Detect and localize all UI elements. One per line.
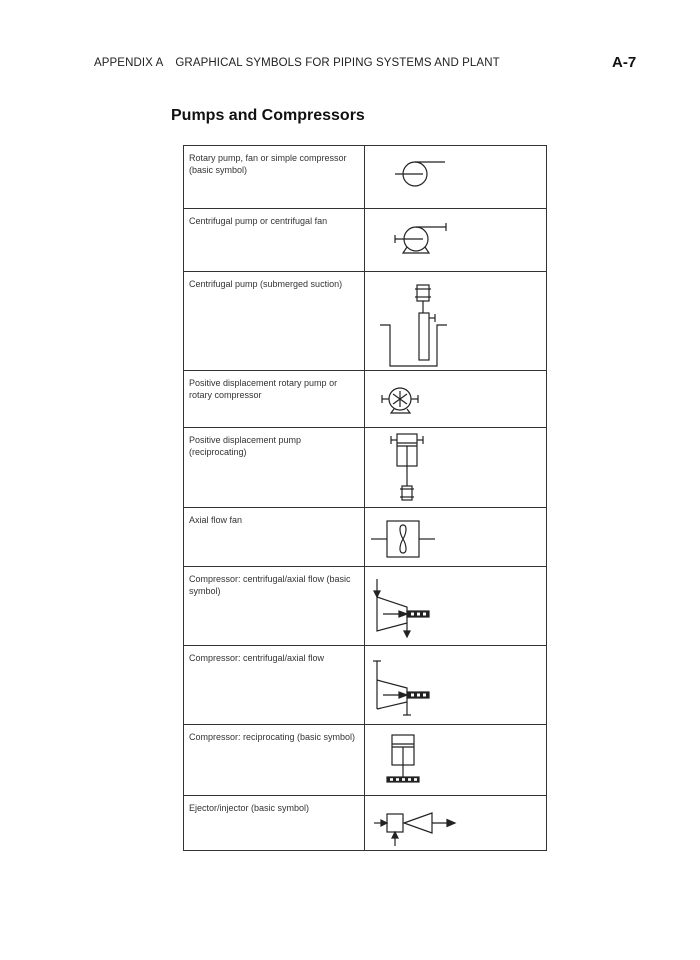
pd-rotary-pump-symbol-icon (365, 371, 547, 428)
symbols-table (183, 145, 547, 851)
page-number: A-7 (612, 54, 637, 71)
ejector-symbol-icon (365, 796, 547, 851)
reciprocating-compressor-symbol-icon (365, 725, 547, 796)
table-row (184, 272, 547, 371)
table-row (184, 508, 547, 567)
appendix-label: APPENDIX A (94, 57, 164, 69)
symbol-description: Positive displacement pump (reciprocating) (184, 428, 365, 508)
running-header (94, 57, 500, 69)
appendix-title: GRAPHICAL SYMBOLS FOR PIPING SYSTEMS AND PLANT (175, 57, 500, 69)
rotary-pump-symbol-icon (365, 146, 547, 209)
table-row (184, 567, 547, 646)
symbol-description: Axial flow fan (184, 508, 365, 567)
table-row (184, 209, 547, 272)
symbol-description: Positive displacement rotary pump or rotary compressor (184, 371, 365, 428)
table-row (184, 371, 547, 428)
symbol-description: Compressor: centrifugal/axial flow (184, 646, 365, 725)
symbol-description: Centrifugal pump (submerged suction) (184, 272, 365, 371)
symbol-description: Compressor: reciprocating (basic symbol) (184, 725, 365, 796)
section-title: Pumps and Compressors (171, 107, 365, 124)
symbol-description: Centrifugal pump or centrifugal fan (184, 209, 365, 272)
symbol-description: Ejector/injector (basic symbol) (184, 796, 365, 851)
table-row (184, 796, 547, 851)
centrifugal-pump-symbol-icon (365, 209, 547, 272)
table-row (184, 146, 547, 209)
symbol-description: Compressor: centrifugal/axial flow (basic symbol) (184, 567, 365, 646)
table-row (184, 428, 547, 508)
table-row (184, 646, 547, 725)
reciprocating-pump-symbol-icon (365, 428, 547, 508)
symbol-description: Rotary pump, fan or simple compressor (basic symbol) (184, 146, 365, 209)
axial-fan-symbol-icon (365, 508, 547, 567)
submerged-pump-symbol-icon (365, 272, 547, 371)
table-row (184, 725, 547, 796)
compressor-basic-symbol-icon (365, 567, 547, 646)
compressor-symbol-icon (365, 646, 547, 725)
